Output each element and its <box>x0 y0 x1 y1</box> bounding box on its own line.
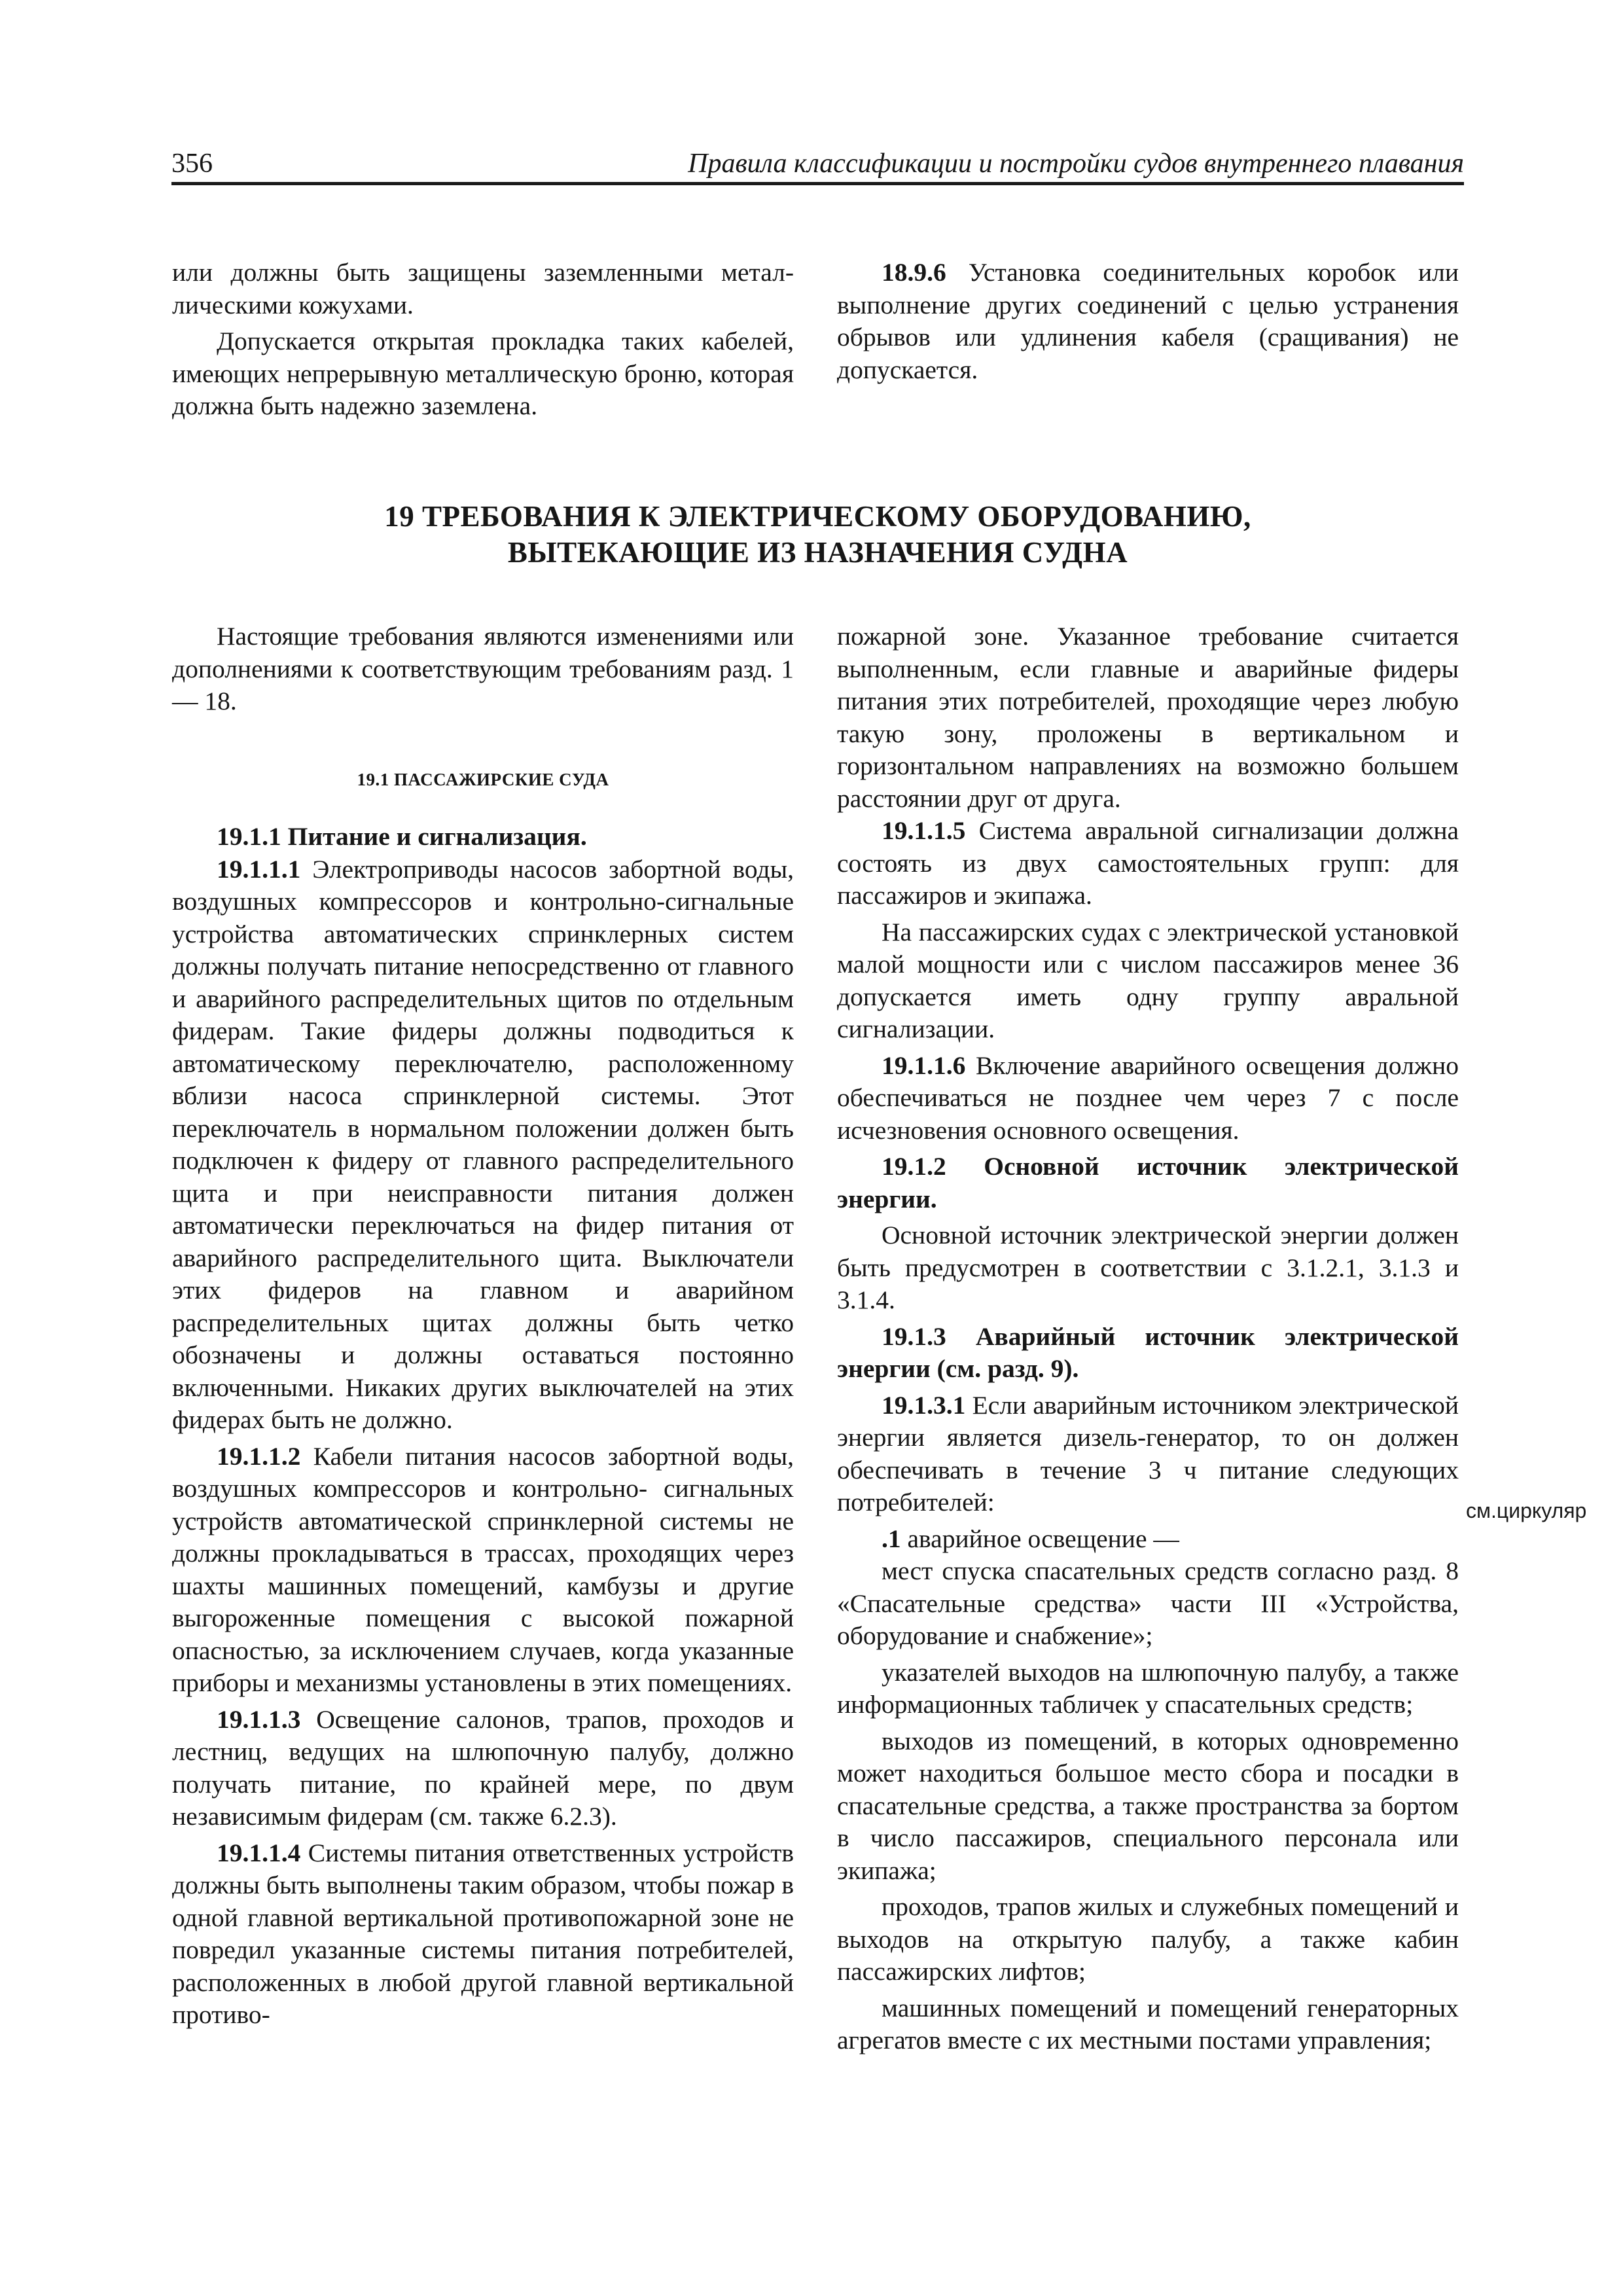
clause-text: Освещение салонов, трапов, проходов и лестниц, ведущих на шлюпочную палубу, должно получать питание, по крайней мере, по двум независимым фидерам (см. также 6.2.3). <box>172 1704 794 1831</box>
section-heading: 19.1 ПАССАЖИРСКИЕ СУДА <box>357 769 609 789</box>
page-number: 356 <box>171 149 213 179</box>
chapter-title-line1: 19 ТРЕБОВАНИЯ К ЭЛЕКТРИЧЕСКОМУ ОБОРУДОВАНИЮ, <box>384 500 1251 533</box>
clause-number: 19.1.1.3 <box>217 1704 301 1734</box>
clause-number: 19.1.1.6 <box>882 1050 966 1080</box>
clause-text: Установка соединительных коробок или выполнение других соединений с целью устранения обрывов или удлинения кабеля (сращивания) не допускается. <box>837 258 1459 384</box>
left-column <box>172 620 794 2032</box>
clause-number: 19.1.3.1 <box>882 1390 966 1420</box>
paragraph <box>837 257 1459 386</box>
list-item: проходов, трапов жилых и служебных помещений и выходов на открытую палубу, а также кабин пассажирских лифтов; <box>837 1892 1459 1986</box>
paragraph: На пассажирских судах с электрической установкой малой мощности или с числом пассажиров менее 36 допускается иметь одну группу авральной сигнализации. <box>837 917 1459 1043</box>
right-column <box>837 620 1459 2057</box>
list-item <box>837 1523 1459 1556</box>
clause-number: 19.1.1.4 <box>217 1838 301 1867</box>
list-item: указателей выходов на шлюпочную палубу, а также информационных табличек у спасательных средств; <box>837 1657 1459 1719</box>
clause-text: Включение аварийного освещения должно обеспечиваться не позднее чем через 7 с после исчезновения основного освещения. <box>837 1050 1459 1145</box>
item-number: .1 <box>882 1524 901 1553</box>
top-right-column <box>837 257 1459 386</box>
clause <box>837 815 1459 912</box>
paragraph: пожарной зоне. Указанное требование считается выполненным, если главные и аварийные фидеры питания этих потребителей, проходящие через любую такую зону, проложены в вертикальном и горизонтальном направлениях на возможно большем расстоянии друг от друга. <box>837 622 1459 813</box>
running-title: Правила классификации и постройки судов внутреннего плавания <box>688 149 1464 179</box>
paragraph: Основной источник электрической энергии должен быть предусмотрен в соответствии с 3.1.2.1, 3.1.3 и 3.1.4. <box>837 1221 1459 1314</box>
page-header <box>171 143 1464 185</box>
clause <box>172 1441 794 1700</box>
paragraph: или должны быть защищены заземленными метал-лическими кожухами. <box>172 258 794 319</box>
clause-text: Система авральной сигнализации должна состоять из двух самостоятельных групп: для пассажиров и экипажа. <box>837 816 1459 910</box>
paragraph: Допускается открытая прокладка таких кабелей, имеющих непрерывную металлическую броню, которая должна быть надежно заземлена. <box>172 327 794 420</box>
clause <box>172 1837 794 2032</box>
list-item: выходов из помещений, в которых одновременно может находиться большое место сбора и посадки в спасательные средства, а также пространства за бортом в число пассажиров, специального персонала или экипажа; <box>837 1726 1459 1885</box>
clause <box>172 853 794 1437</box>
list-item: мест спуска спасательных средств согласно разд. 8 «Спасательные средства» части III «Устройства, оборудование и снабжение»; <box>837 1556 1459 1650</box>
top-left-column <box>172 257 794 423</box>
clause <box>837 1390 1459 1519</box>
chapter-title <box>171 499 1464 571</box>
intro-paragraph: Настоящие требования являются изменениями или дополнениями к соответствующим требованиям разд. 1 — 18. <box>172 622 794 715</box>
clause-text: Кабели питания насосов забортной воды, воздушных компрессоров и контрольно- сигнальных устройств автоматической спринклерной системы не должны прокладываться в трассах, проходящих через шахты машинных помещений, камбузы и другие выгороженные помещения с высокой пожарной опасностью, за исключением случаев, когда указанные приборы и механизмы установлены в этих помещениях. <box>172 1441 794 1697</box>
subsection-heading: 19.1.1 Питание и сигнализация. <box>217 822 587 851</box>
clause-number: 19.1.1.1 <box>217 854 301 884</box>
clause-number: 18.9.6 <box>882 258 946 287</box>
clause-number: 19.1.1.2 <box>217 1441 301 1471</box>
subsection-heading: 19.1.3 Аварийный источник электрической энергии (см. разд. 9). <box>837 1321 1459 1383</box>
item-text: аварийное освещение — <box>907 1524 1179 1553</box>
clause-text: Электроприводы насосов забортной воды, воздушных компрессоров и контрольно-сигнальные устройства автоматических спринклерных систем должны получать питание непосредственно от главного и аварийного распределительных щитов по отдельным фидерам. Такие фидеры должны подводиться к автоматическому переключателю, расположенному вблизи насоса спринклерной системы. Этот переключатель в нормальном положении должен быть подключен к фидеру от главного распределительного щита и при неисправности питания должен автоматически переключаться на фидер питания от аварийного распределительного щита. Выключатели этих фидеров на главном и аварийном распределительных щитах должны быть четко обозначены и должны оставаться постоянно включенными. Никаких других выключателей на этих фидерах быть не должно. <box>172 854 794 1434</box>
subsection-heading: 19.1.2 Основной источник электрической энергии. <box>837 1152 1459 1213</box>
clause-number: 19.1.1.5 <box>882 816 966 845</box>
chapter-title-line2: ВЫТЕКАЮЩИЕ ИЗ НАЗНАЧЕНИЯ СУДНА <box>507 536 1128 569</box>
clause-text: Системы питания ответственных устройств должны быть выполнены таким образом, чтобы пожар в одной главной вертикальной противопожарной зоне не повредил указанные системы питания потребителей, расположенных в любой другой главной вертикальной противо- <box>172 1838 794 2029</box>
list-item: машинных помещений и помещений генераторных агрегатов вместе с их местными постами управления; <box>837 1993 1459 2054</box>
margin-note: см.циркуляр <box>1466 1499 1587 1522</box>
clause-text: Если аварийным источником электрической энергии является дизель-генератор, то он должен обеспечивать в течение 3 ч питание следующих потребителей: <box>837 1390 1459 1516</box>
clause <box>172 1704 794 1833</box>
clause <box>837 1050 1459 1147</box>
